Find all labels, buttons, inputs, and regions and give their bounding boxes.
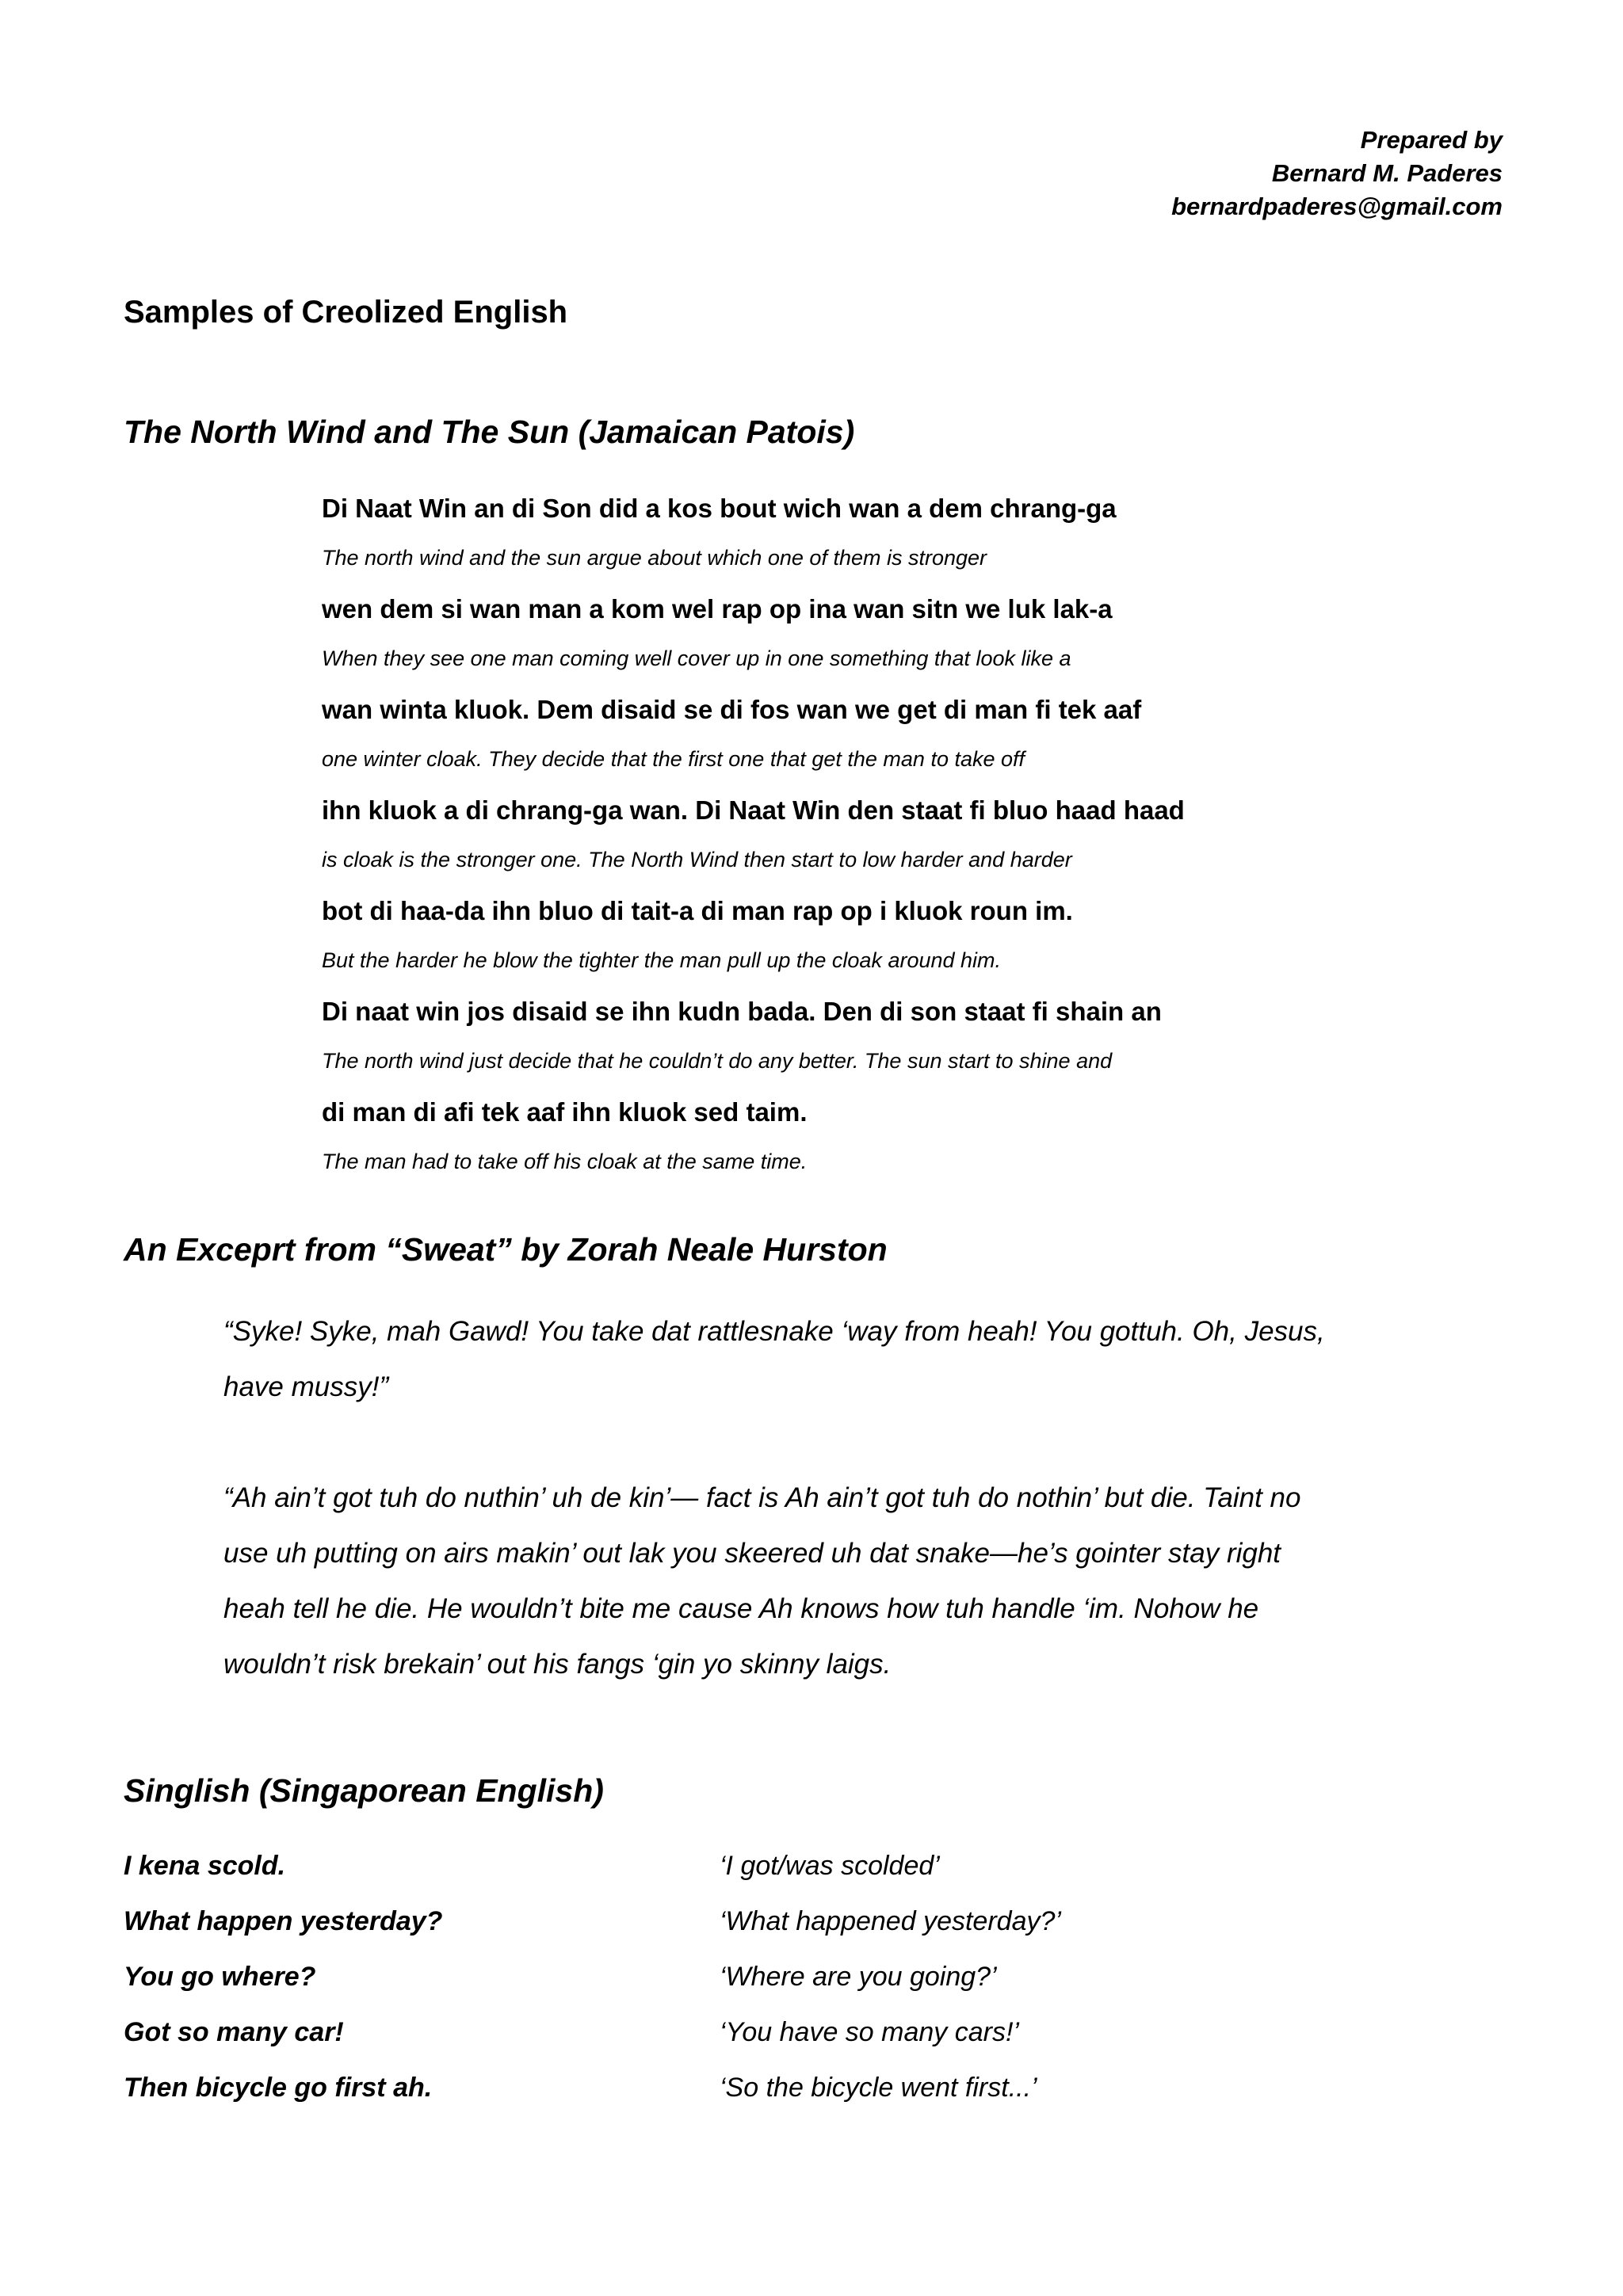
section-heading-sweat-excerpt: An Exceprt from “Sweat” by Zorah Neale Hurston [124,1231,888,1268]
singlish-phrase: You go where? [124,1962,316,1992]
author-email: bernardpaderes@gmail.com [1171,193,1503,220]
patois-line: wen dem si wan man a kom wel rap op ina wan sitn we luk lak-a [322,594,1113,624]
patois-line: Di Naat Win an di Son did a kos bout wich wan a dem chrang-ga [322,494,1117,523]
prepared-by-label: Prepared by [1360,126,1503,154]
translation-line: one winter cloak. They decide that the first one that get the man to take off [322,747,1025,771]
excerpt-line: wouldn’t risk brekain’ out his fangs ‘gin yo skinny laigs. [223,1649,892,1680]
list-item [124,1851,1312,1906]
excerpt-line: “Syke! Syke, mah Gawd! You take dat rattlesnake ‘way from heah! You gottuh. Oh, Jesus, [223,1316,1325,1347]
translation-line: The north wind just decide that he couldn’t do any better. The sun start to shine and [322,1049,1113,1073]
patois-line: di man di afi tek aaf ihn kluok sed taim. [322,1097,808,1127]
translation-line: The north wind and the sun argue about which one of them is stronger [322,546,987,570]
singlish-examples-list [124,1851,1312,2128]
author-name: Bernard M. Paderes [1271,159,1503,187]
translation-line: But the harder he blow the tighter the man pull up the cloak around him. [322,948,1002,972]
english-gloss: ‘What happened yesterday?’ [720,1906,1061,1936]
excerpt-line: heah tell he die. He wouldn’t bite me cause Ah knows how tuh handle ‘im. Nohow he [223,1593,1259,1624]
document-title: Samples of Creolized English [124,295,568,330]
excerpt-line: use uh putting on airs makin’ out lak you skeered uh dat snake—he’s gointer stay right [223,1538,1281,1569]
translation-line: The man had to take off his cloak at the same time. [322,1150,808,1173]
singlish-phrase: Then bicycle go first ah. [124,2073,433,2103]
section-heading-singlish: Singlish (Singaporean English) [124,1772,604,1809]
patois-line: wan winta kluok. Dem disaid se di fos wan we get di man fi tek aaf [322,695,1142,724]
translation-line: is cloak is the stronger one. The North Wind then start to low harder and harder [322,848,1072,871]
english-gloss: ‘So the bicycle went first...’ [720,2073,1037,2103]
singlish-phrase: Got so many car! [124,2017,344,2047]
translation-line: When they see one man coming well cover up in one something that look like a [322,646,1071,670]
patois-line: Di naat win jos disaid se ihn kudn bada. Den di son staat fi shain an [322,997,1162,1026]
patois-line: ihn kluok a di chrang-ga wan. Di Naat Win den staat fi bluo haad haad [322,795,1185,825]
patois-line: bot di haa-da ihn bluo di tait-a di man rap op i kluok roun im. [322,896,1073,925]
singlish-phrase: I kena scold. [124,1851,286,1881]
excerpt-paragraph-1 [223,1304,1412,1415]
list-item [124,2073,1312,2128]
english-gloss: ‘You have so many cars!’ [720,2017,1019,2047]
section-heading-jamaican-patois: The North Wind and The Sun (Jamaican Patois) [124,414,855,450]
excerpt-line: “Ah ain’t got tuh do nuthin’ uh de kin’— fact is Ah ain’t got tuh do nothin’ but die. Taint no [223,1482,1301,1513]
patois-text-block [322,491,1273,1196]
list-item [124,1906,1312,1962]
english-gloss: ‘I got/was scolded’ [720,1851,940,1881]
author-header [1171,124,1503,223]
singlish-phrase: What happen yesterday? [124,1906,443,1936]
list-item [124,1962,1312,2017]
list-item [124,2017,1312,2073]
excerpt-line: have mussy!” [223,1371,389,1402]
english-gloss: ‘Where are you going?’ [720,1962,997,1992]
excerpt-paragraph-2 [223,1470,1412,1692]
